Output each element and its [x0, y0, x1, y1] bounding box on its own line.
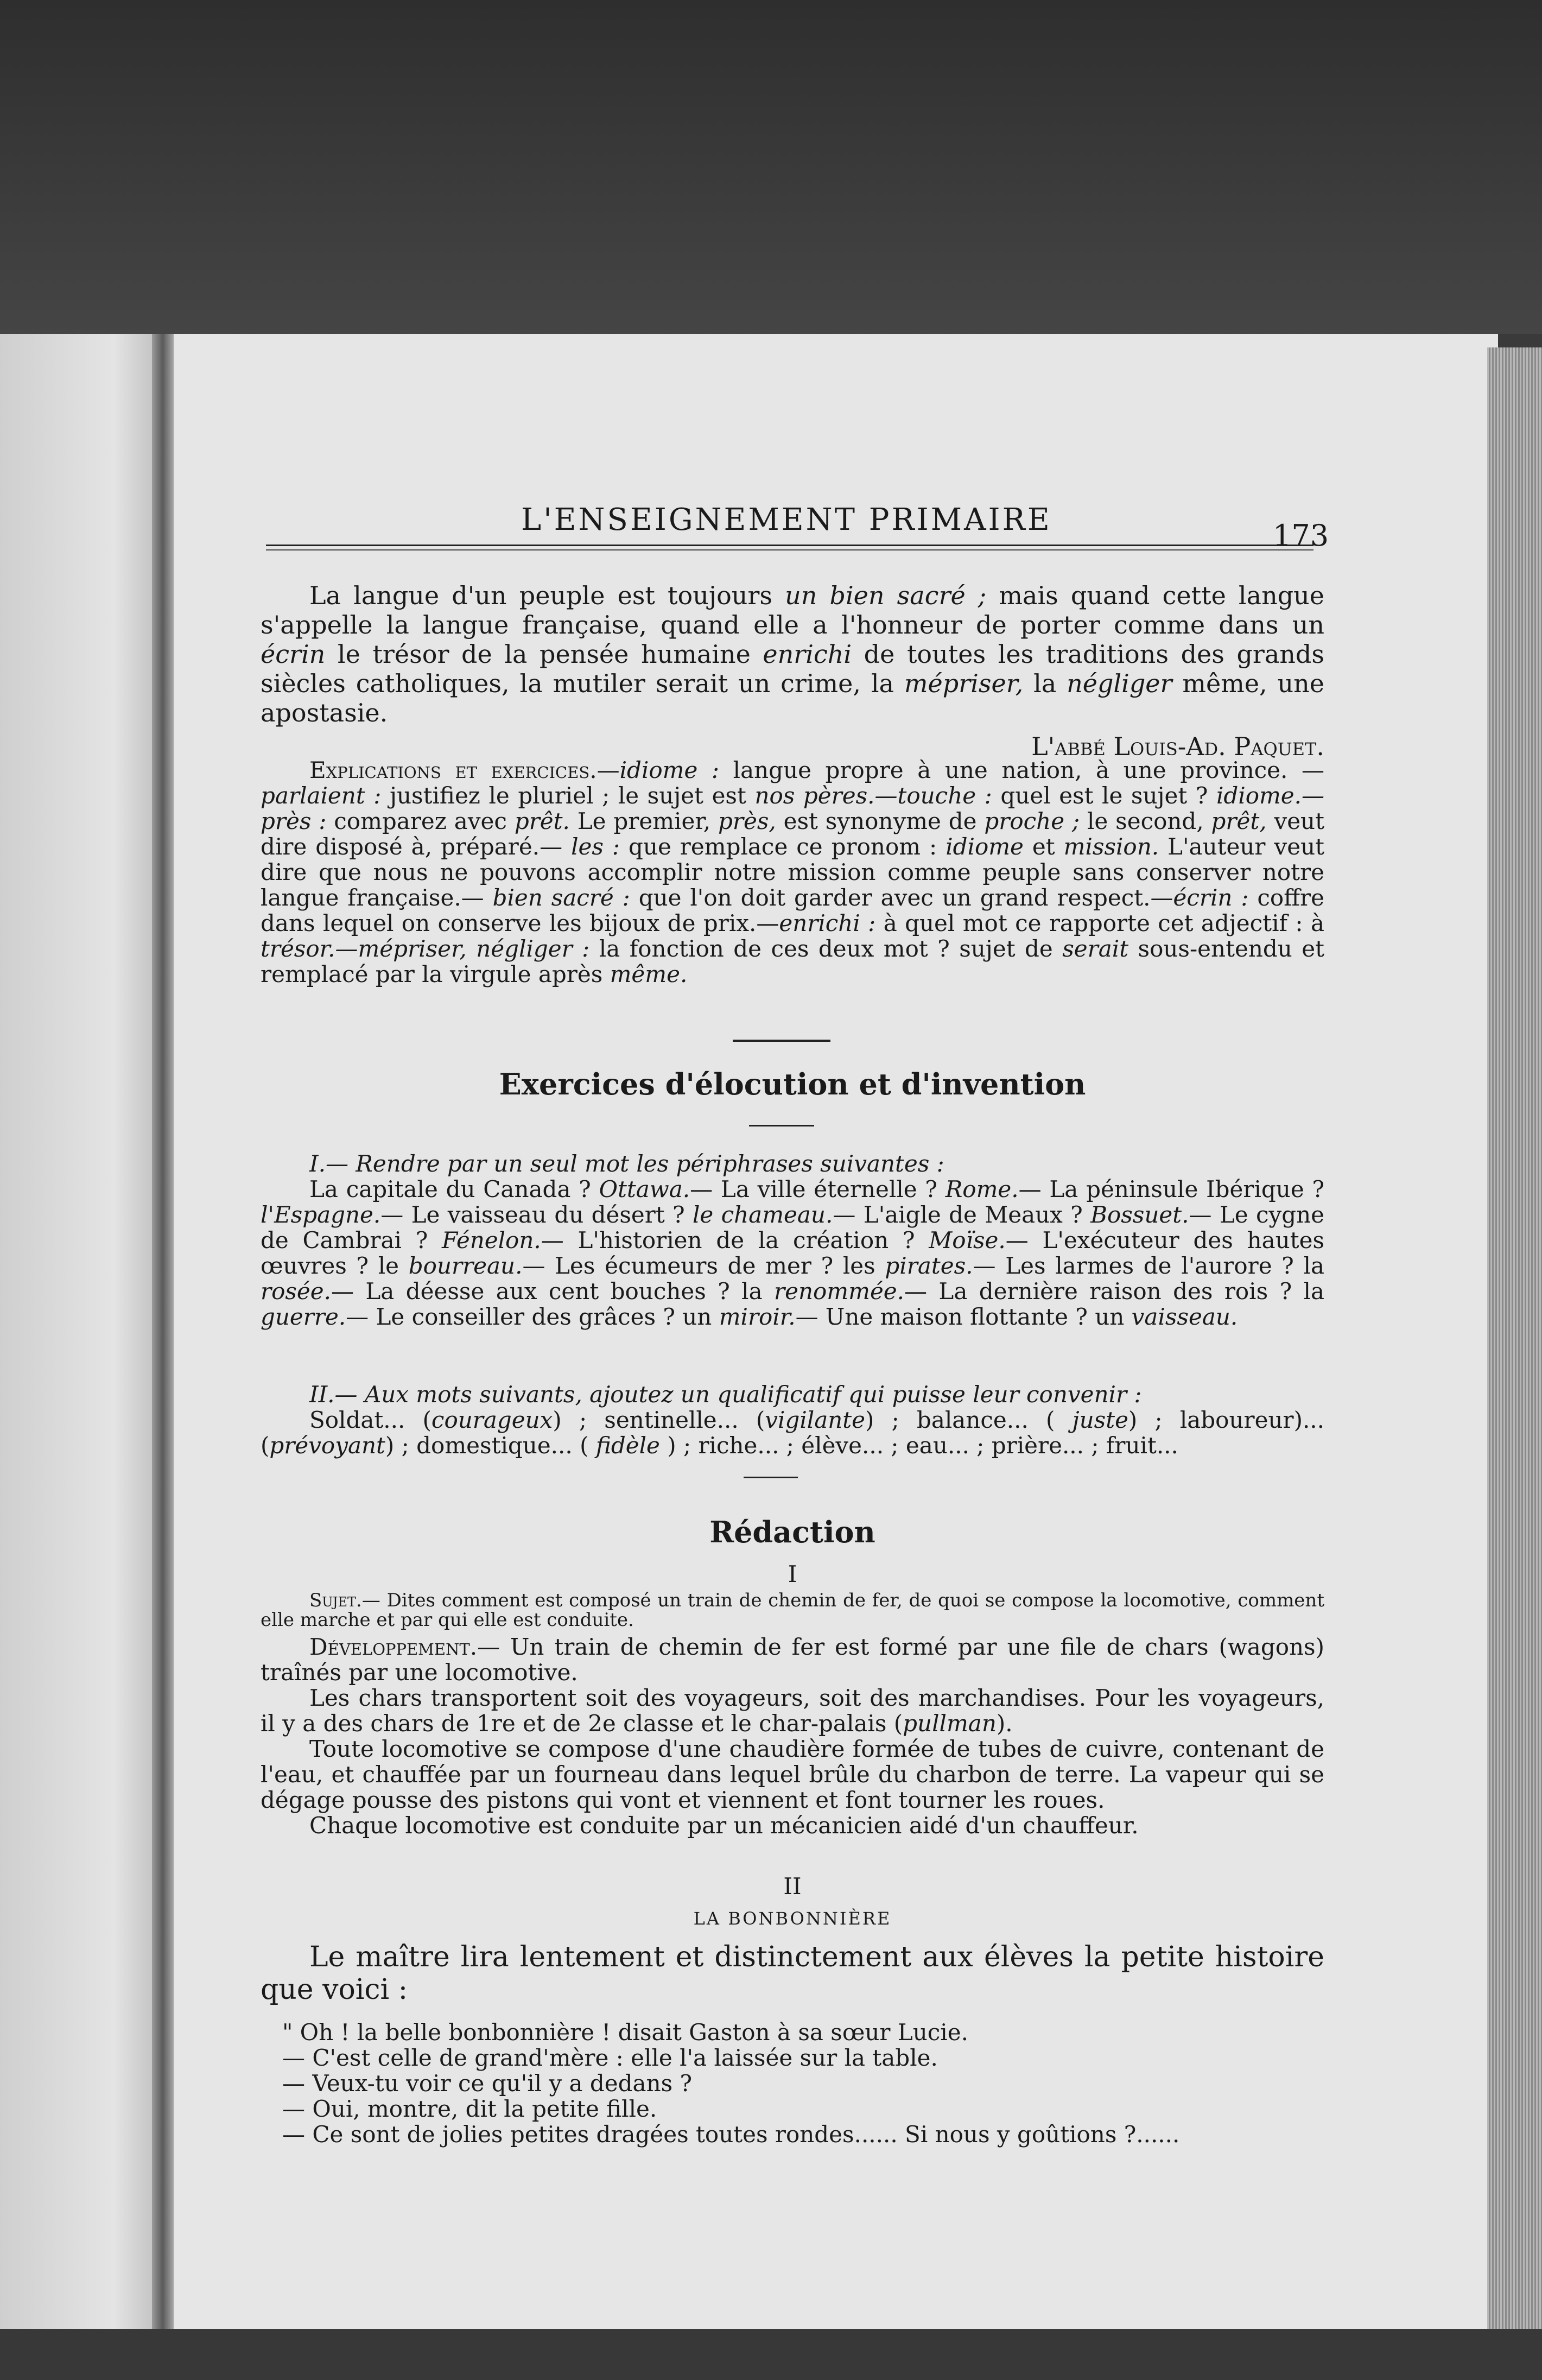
- explications-block: [261, 757, 1324, 987]
- exercise-1-instruction: I.— Rendre par un seul mot les périphrases suivantes :: [309, 1150, 944, 1177]
- section-divider: [733, 1040, 830, 1042]
- redaction-heading: Rédaction: [709, 1515, 875, 1549]
- dialogue-line: — C'est celle de grand'mère : elle l'a laissée sur la table.: [282, 2044, 938, 2071]
- exercices-heading: Exercices d'élocution et d'invention: [499, 1067, 1086, 1102]
- section-divider-2: [744, 1477, 798, 1478]
- redaction-part-1-numeral: I: [788, 1561, 797, 1587]
- quote-author: L'abbé Louis-Ad. Paquet.: [1031, 732, 1324, 761]
- header-rule: [266, 545, 1313, 550]
- heading-divider: [749, 1125, 814, 1126]
- page-number: 173: [1273, 518, 1329, 553]
- quote-paragraph: La langue d'un peuple est toujours un bien sacré ; mais quand cette langue s'appelle la langue française, quand elle a l'honneur de porter comme dans un écrin le trésor de la pensée humaine enrichi de toutes les traditions des grands siècles catholiques, la mutiler serait un crime, la mépriser, la négliger même, une apostasie.: [261, 581, 1324, 727]
- book-gutter: [152, 334, 174, 2337]
- exercise-2-instruction: II.— Aux mots suivants, ajoutez un qualificatif qui puisse leur convenir :: [309, 1381, 1142, 1408]
- mecanicien-paragraph: Chaque locomotive est conduite par un mécanicien aidé d'un chauffeur.: [309, 1812, 1139, 1839]
- explications-paragraph: Explications et exercices.—idiome : langue propre à une nation, à une province. —parlaient : justifiez le pluriel ; le sujet est nos pères.—touche : quel est le sujet ? idiome.—près : comparez avec prêt. Le premier, près, est synonyme de proche ; le second, prêt, veut dire disposé à, préparé.— les : que remplace ce pronom : idiome et mission. L'auteur veut dire que nous ne pouvons accomplir notre mission comme peuple sans conserver notre langue française.— bien sacré : que l'on doit garder avec un grand respect.—écrin : coffre dans lequel on conserve les bijoux de prix.—enrichi : à quel mot ce rapporte cet adjectif : à trésor.—mépriser, négliger : la fonction de ces deux mot ? sujet de serait sous-entendu et remplacé par la virgule après même.: [261, 757, 1325, 988]
- running-head: L'ENSEIGNEMENT PRIMAIRE: [521, 502, 1052, 537]
- chars-paragraph: Les chars transportent soit des voyageurs, soit des marchandises. Pour les voyageurs, il y a des chars de 1re et de 2e classe et le char-palais (pullman).: [261, 1685, 1324, 1737]
- exercise-2-text: Soldat... (courageux) ; sentinelle... (vigilante) ; balance... ( juste) ; laboureur)... (prévoyant) ; domestique... ( fidèle ) ; riche... ; élève... ; eau... ; prière... ; fruit...: [261, 1407, 1325, 1459]
- sujet-paragraph: Sujet.— Dites comment est composé un train de chemin de fer, de quoi se compose la locomotive, comment elle marche et par qui elle est conduite.: [261, 1590, 1324, 1631]
- quote-block: [261, 581, 1324, 761]
- locomotive-paragraph: Toute locomotive se compose d'une chaudière formée de tubes de cuivre, contenant de l'eau, et chauffée par un fourneau dans lequel brûle du charbon de terre. La vapeur qui se dégage pousse des pistons qui vont et viennent et font tourner les roues.: [261, 1736, 1324, 1813]
- bonbonniere-dialogue: [261, 2020, 1324, 2147]
- explications-label: Explications et exercices.: [309, 757, 597, 783]
- dialogue-line: — Ce sont de jolies petites dragées toutes rondes...... Si nous y goûtions ?......: [282, 2121, 1180, 2148]
- scan-background-top: [0, 0, 1542, 334]
- bonbonniere-intro: [261, 1941, 1324, 2006]
- exercise-1-text: La capitale du Canada ? Ottawa.— La ville éternelle ? Rome.— La péninsule Ibérique ? l'Espagne.— Le vaisseau du désert ? le chameau.— L'aigle de Meaux ? Bossuet.— Le cygne de Cambrai ? Fénelon.— L'historien de la création ? Moïse.— L'exécuteur des hautes œuvres ? le bourreau.— Les écumeurs de mer ? les pirates.— Les larmes de l'aurore ? la rosée.— La déesse aux cent bouches ? la renommée.— La dernière raison des rois ? la guerre.— Le conseiller des grâces ? un miroir.— Une maison flottante ? un vaisseau.: [261, 1176, 1325, 1330]
- left-facing-page: [0, 334, 163, 2337]
- developpement-paragraph: Développement.— Un train de chemin de fer est formé par une file de chars (wagons) traînés par une locomotive.: [261, 1634, 1324, 1686]
- dialogue-line: — Veux-tu voir ce qu'il y a dedans ?: [282, 2070, 693, 2097]
- dialogue-line: — Oui, montre, dit la petite fille.: [282, 2096, 657, 2122]
- bonbonniere-intro-text: Le maître lira lentement et distinctement aux élèves la petite histoire que voici :: [261, 1941, 1324, 2006]
- redaction-part-2-numeral: II: [783, 1873, 802, 1900]
- exercise-2: [261, 1382, 1324, 1458]
- dialogue-line: " Oh ! la belle bonbonnière ! disait Gaston à sa sœur Lucie.: [282, 2019, 968, 2046]
- bonbonniere-title: LA BONBONNIÈRE: [693, 1908, 892, 1929]
- scan-background-bottom: [0, 2329, 1542, 2380]
- redaction-part-1: [261, 1591, 1324, 1838]
- page-edges: [1487, 347, 1542, 2329]
- exercise-1: [261, 1151, 1324, 1330]
